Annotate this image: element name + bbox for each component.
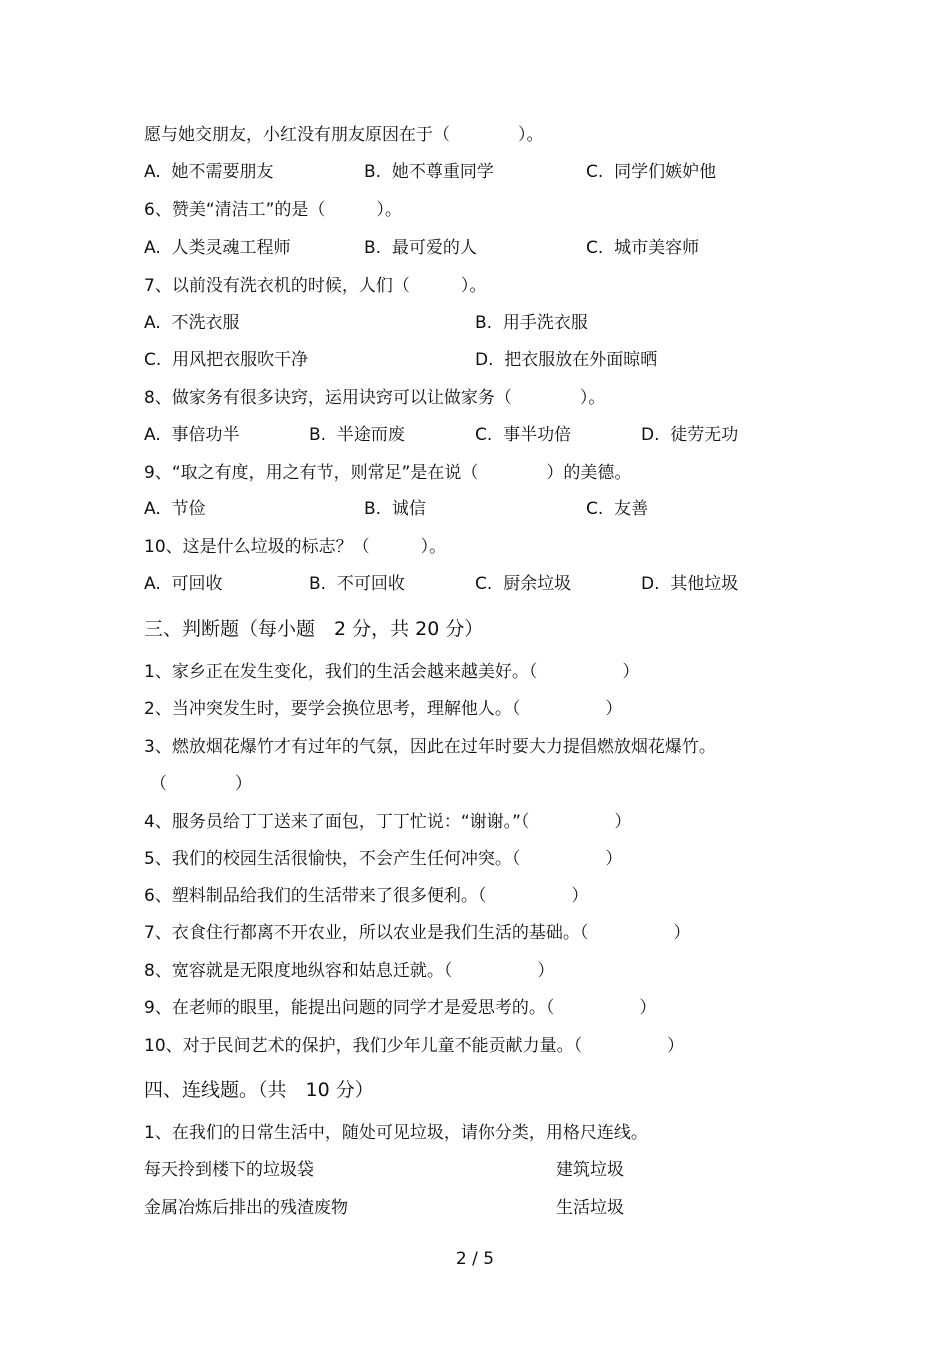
q9-option-c: C. 友善 xyxy=(586,499,649,519)
q8-option-a: A. 事倍功半 xyxy=(144,425,240,445)
q6-text: 6、赞美“清洁工”的是（ ）。 xyxy=(144,200,402,220)
matching-intro: 1、在我们的日常生活中，随处可见垃圾，请你分类，用格尺连线。 xyxy=(144,1123,648,1143)
q10-option-a: A. 可回收 xyxy=(144,574,223,594)
q6-option-c: C. 城市美容师 xyxy=(586,238,700,258)
q7-option-d: D. 把衣服放在外面晾晒 xyxy=(475,350,658,370)
q10-option-b: B. 不可回收 xyxy=(309,574,405,594)
q7-option-c: C. 用风把衣服吹干净 xyxy=(144,350,309,370)
q10-text: 10、这是什么垃圾的标志？（ ）。 xyxy=(144,537,447,557)
section-heading-judgement: 三、判断题（每小题 2 分，共 20 分） xyxy=(144,618,484,640)
q9-option-a: A. 节俭 xyxy=(144,499,206,519)
q6-option-b: B. 最可爱的人 xyxy=(364,238,477,258)
q10-option-d: D. 其他垃圾 xyxy=(641,574,739,594)
judgement-item-8: 8、宽容就是无限度地纵容和姑息迁就。（ ） xyxy=(144,961,555,981)
judgement-item-3-blank: （ ） xyxy=(150,774,252,794)
q9-text: 9、“取之有度，用之有节，则常足”是在说（ ）的美德。 xyxy=(144,463,632,483)
q7-option-b: B. 用手洗衣服 xyxy=(475,313,588,333)
q9-option-b: B. 诚信 xyxy=(364,499,426,519)
judgement-item-2: 2、当冲突发生时，要学会换位思考，理解他人。（ ） xyxy=(144,699,623,719)
judgement-item-9: 9、在老师的眼里，能提出问题的同学才是爱思考的。（ ） xyxy=(144,998,657,1018)
q5-tail: 愿与她交朋友，小红没有朋友原因在于（ ）。 xyxy=(144,125,544,145)
q7-option-a: A. 不洗衣服 xyxy=(144,313,240,333)
q8-option-b: B. 半途而废 xyxy=(309,425,405,445)
q10-option-c: C. 厨余垃圾 xyxy=(475,574,572,594)
q5-option-b: B. 她不尊重同学 xyxy=(364,162,494,182)
q8-text: 8、做家务有很多诀窍，运用诀窍可以让做家务（ ）。 xyxy=(144,388,606,408)
q6-option-a: A. 人类灵魂工程师 xyxy=(144,238,291,258)
matching-left-item-2: 金属冶炼后排出的残渣废物 xyxy=(144,1198,348,1218)
q8-option-d: D. 徒劳无功 xyxy=(641,425,739,445)
matching-right-item-2: 生活垃圾 xyxy=(556,1198,624,1218)
section-heading-matching: 四、连线题。（共 10 分） xyxy=(144,1079,374,1101)
q5-option-a: A. 她不需要朋友 xyxy=(144,162,274,182)
judgement-item-6: 6、塑料制品给我们的生活带来了很多便利。（ ） xyxy=(144,886,589,906)
judgement-item-1: 1、家乡正在发生变化，我们的生活会越来越美好。（ ） xyxy=(144,662,640,682)
q8-option-c: C. 事半功倍 xyxy=(475,425,572,445)
page-number: 2 / 5 xyxy=(455,1249,495,1269)
judgement-item-10: 10、对于民间艺术的保护，我们少年儿童不能贡献力量。（ ） xyxy=(144,1036,685,1056)
judgement-item-5: 5、我们的校园生活很愉快，不会产生任何冲突。（ ） xyxy=(144,849,623,869)
matching-right-item-1: 建筑垃圾 xyxy=(556,1160,624,1180)
judgement-item-7: 7、衣食住行都离不开农业，所以农业是我们生活的基础。（ ） xyxy=(144,923,691,943)
matching-left-item-1: 每天拎到楼下的垃圾袋 xyxy=(144,1160,314,1180)
judgement-item-4: 4、服务员给丁丁送来了面包，丁丁忙说：“谢谢。”（ ） xyxy=(144,812,632,832)
judgement-item-3: 3、燃放烟花爆竹才有过年的气氛，因此在过年时要大力提倡燃放烟花爆竹。 xyxy=(144,737,716,757)
q7-text: 7、以前没有洗衣机的时候，人们（ ）。 xyxy=(144,276,487,296)
q5-option-c: C. 同学们嫉妒他 xyxy=(586,162,717,182)
